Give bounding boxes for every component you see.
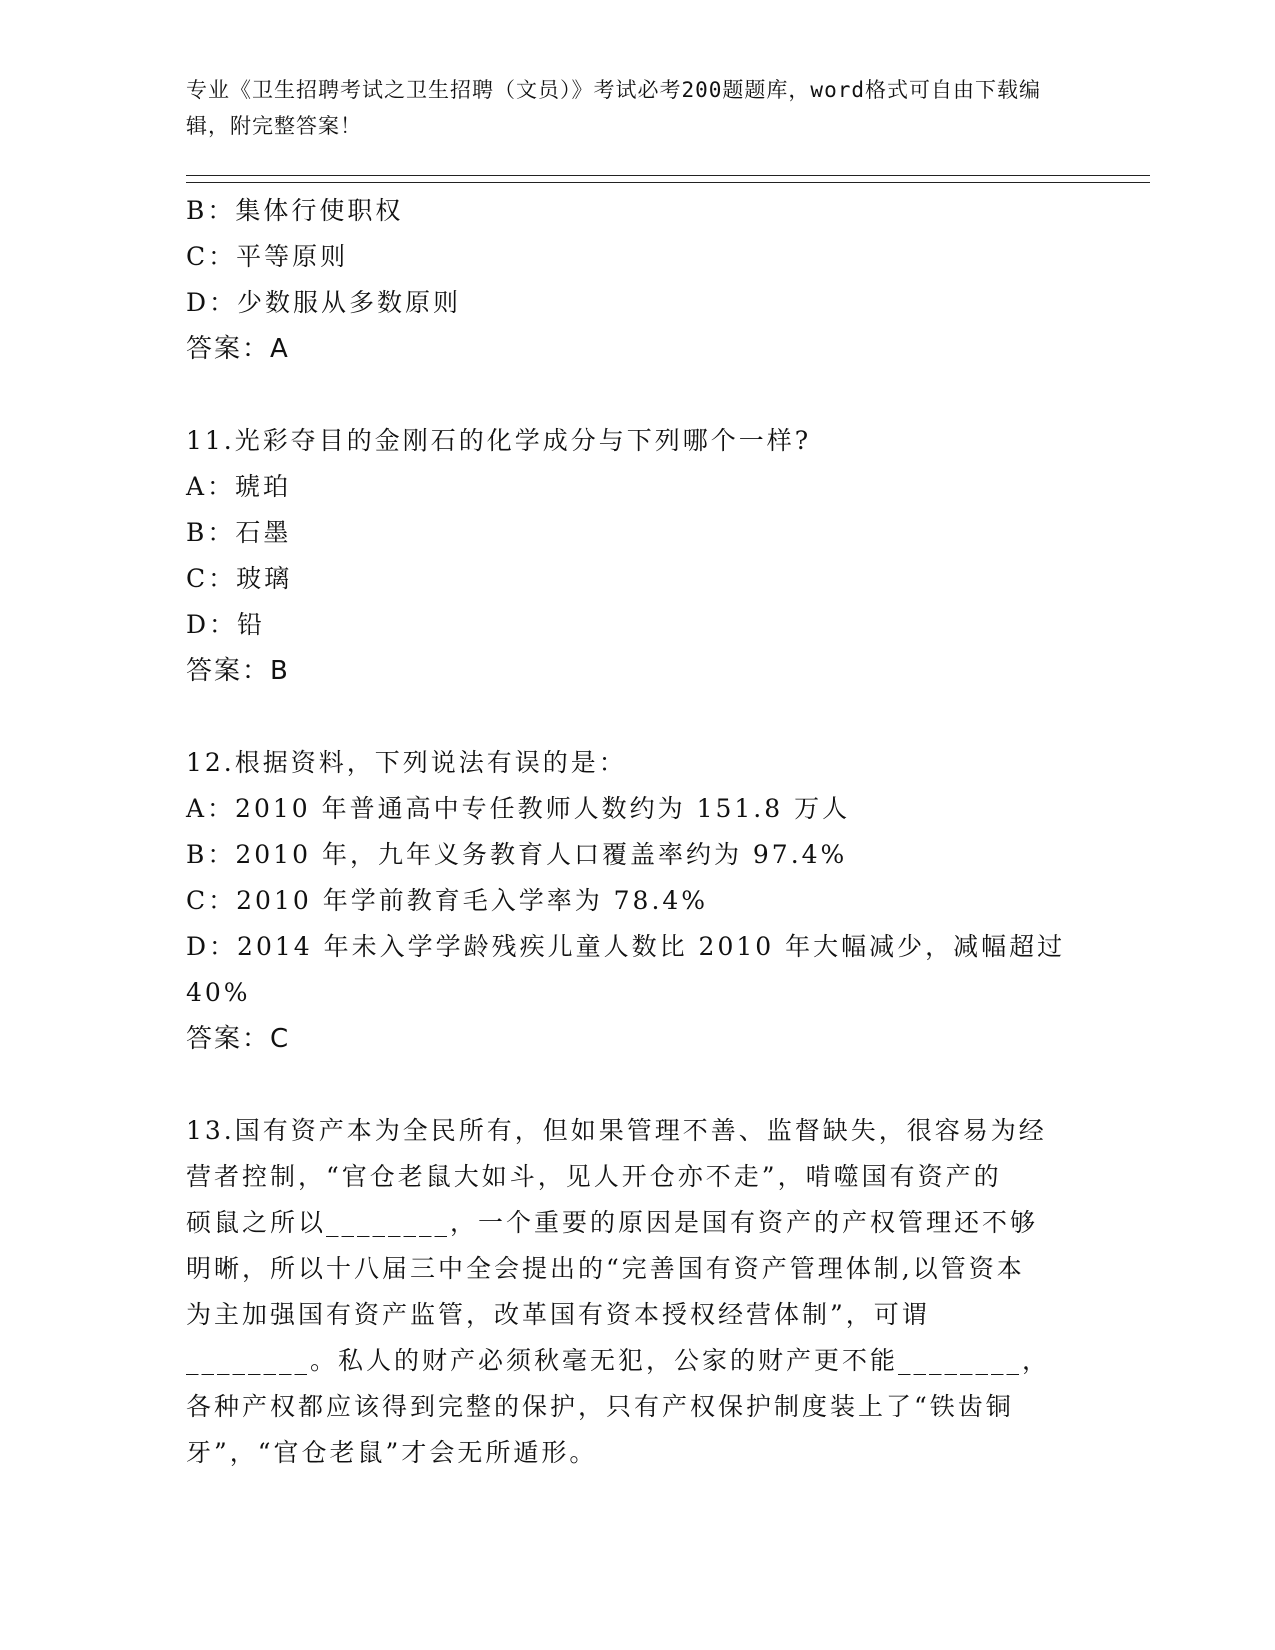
option-d: D：2014 年未入学学龄残疾儿童人数比 2010 年大幅减少，减幅超过 [186, 932, 1066, 961]
option-d: D：少数服从多数原则 [186, 288, 462, 317]
option-a: A：2010 年普通高中专任教师人数约为 151.8 万人 [186, 794, 851, 823]
option-c: C：玻璃 [186, 564, 293, 593]
question-stem-line: 为主加强国有资产监管，改革国有资本授权经营体制”，可谓 [186, 1300, 930, 1329]
option-d-continuation: 40% [186, 978, 251, 1007]
question-11 [186, 418, 1086, 694]
question-stem-line: 各种产权都应该得到完整的保护，只有产权保护制度装上了“铁齿铜 [186, 1392, 1014, 1421]
option-c: C：2010 年学前教育毛入学率为 78.4% [186, 886, 709, 915]
question-stem-line: 明晰，所以十八届三中全会提出的“完善国有资产管理体制,以管资本 [186, 1254, 1025, 1283]
answer-line: 答案：B [186, 656, 290, 686]
option-c: C：平等原则 [186, 242, 349, 271]
question-10 [186, 188, 1086, 372]
option-b: B：2010 年，九年义务教育人口覆盖率约为 97.4% [186, 840, 848, 869]
document-body [186, 188, 1086, 1476]
question-12 [186, 740, 1086, 1062]
option-b: B：石墨 [186, 518, 292, 547]
question-stem-line: ________。私人的财产必须秋毫无犯，公家的财产更不能________， [186, 1346, 1051, 1375]
question-stem-line: 牙”，“官仓老鼠”才会无所遁形。 [186, 1438, 598, 1467]
question-stem: 12.根据资料，下列说法有误的是： [186, 748, 627, 777]
question-stem-line: 13.国有资产本为全民所有，但如果管理不善、监督缺失，很容易为经 [186, 1116, 1047, 1145]
header-divider-top [186, 175, 1150, 176]
question-13 [186, 1108, 1086, 1476]
spacer [186, 1062, 1086, 1108]
question-stem: 11.光彩夺目的金刚石的化学成分与下列哪个一样? [186, 426, 812, 455]
question-stem-line: 营者控制，“官仓老鼠大如斗，见人开仓亦不走”，啃噬国有资产的 [186, 1162, 1002, 1191]
answer-line: 答案：C [186, 1024, 291, 1054]
question-stem-line: 硕鼠之所以________，一个重要的原因是国有资产的产权管理还不够 [186, 1208, 1039, 1237]
spacer [186, 694, 1086, 740]
option-d: D：铅 [186, 610, 266, 639]
header-divider-bottom [186, 182, 1150, 183]
answer-line: 答案：A [186, 334, 290, 364]
page-header: 专业《卫生招聘考试之卫生招聘（文员）》考试必考200题题库，word格式可自由下载编辑，附完整答案！ [186, 78, 1041, 138]
option-a: A：琥珀 [186, 472, 292, 501]
option-b: B：集体行使职权 [186, 196, 404, 225]
spacer [186, 372, 1086, 418]
